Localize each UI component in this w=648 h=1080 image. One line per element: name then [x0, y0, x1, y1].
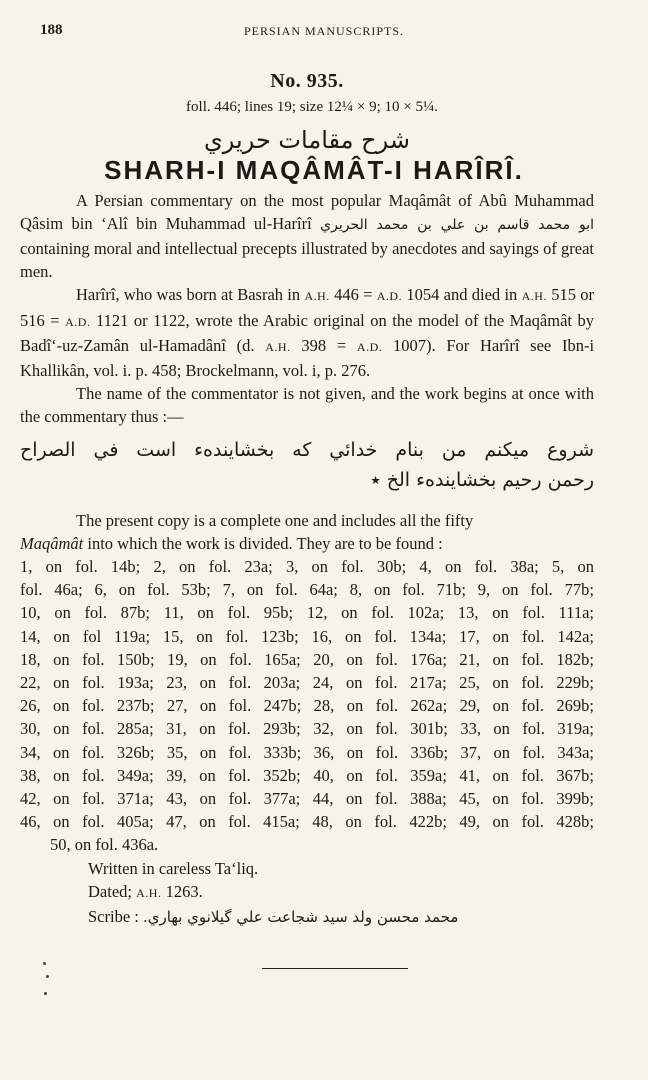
closing-rule [262, 968, 408, 969]
copy-text-1: The present copy is a complete one and includes all the fifty [76, 510, 474, 530]
era-ad: A.D. [65, 314, 91, 329]
folio-line: 10, on fol. 87b; 11, on fol. 95b; 12, on fol. 102a; 13, on fol. 111a; [20, 603, 594, 623]
folio-list [20, 555, 594, 833]
scribe-label: Scribe : [88, 907, 139, 927]
folio-line: 14, on fol 119a; 15, on fol. 123b; 16, on fol. 134a; 17, on fol. 142a; [20, 626, 594, 646]
catalogue-entry [20, 70, 594, 929]
era-ah: A.H. [265, 339, 291, 354]
page-number: 188 [40, 22, 63, 38]
persian-incipit-line-1: شروع ميكنم من بنام خدائي كه بخشايندهء است في الصراح [20, 438, 594, 461]
intro-text-1: A Persian commentary on the most popular Maqâmât of Abû Muhammad Qâsim bin ‘Alî bin Muhammad ul-Harîrî [20, 190, 594, 233]
hariri-text: 398 = [301, 335, 347, 355]
paper-speck [44, 992, 47, 995]
era-ad: A.D. [376, 289, 403, 304]
persian-incipit-line-2: رحمن رحيم بخشايندهء الخ ٭ [370, 468, 594, 491]
folio-line: 1, on fol. 14b; 2, on fol. 23a; 3, on fol. 30b; 4, on fol. 38a; 5, on [20, 557, 594, 577]
folio-line: fol. 46a; 6, on fol. 53b; 7, on fol. 64a; 8, on fol. 71b; 9, on fol. 77b; [20, 580, 594, 600]
dated-note [20, 880, 594, 905]
dated-era: A.H. [136, 885, 162, 900]
hariri-text: Harîrî, who was born at Basrah in [76, 285, 301, 305]
folio-line: 22, on fol. 193a; 23, on fol. 203a; 24, on fol. 217a; 25, on fol. 229b; [20, 673, 594, 693]
manuscript-number: No. 935. [270, 70, 344, 92]
intro-paragraph [20, 189, 594, 284]
folio-line: 42, on fol. 371a; 43, on fol. 377a; 44, on fol. 388a; 45, on fol. 399b; [20, 789, 594, 809]
work-title: SHARH-I MAQÂMÂT-I HARÎRÎ. [104, 155, 524, 186]
copy-text-2: into which the work is divided. They are to be found : [87, 533, 443, 553]
running-head-title: PERSIAN MANUSCRIPTS. [243, 24, 405, 38]
dated-label: Dated; [88, 881, 132, 901]
scribe-note [20, 905, 594, 929]
paper-speck [43, 962, 46, 965]
folio-line: 26, on fol. 237b; 27, on fol. 247b; 28, on fol. 262a; 29, on fol. 269b; [20, 696, 594, 716]
hariri-text: 1121 or 1122, wrote the Arabic original on the model of the Maqâmât by Badî‘-uz-Zamân ul-Hamadânî (d. [20, 310, 595, 355]
folio-line: 18, on fol. 150b; 19, on fol. 165a; 20, on fol. 176a; 21, on fol. 182b; [20, 649, 594, 669]
dated-year: 1263. [165, 881, 203, 901]
folio-line: 34, on fol. 326b; 35, on fol. 333b; 36, on fol. 336b; 37, on fol. 343a; [20, 742, 594, 762]
copy-paragraph [20, 509, 594, 532]
folio-last: 50, on fol. 436a. [50, 835, 159, 855]
paper-speck [46, 975, 49, 978]
folio-line: 30, on fol. 285a; 31, on fol. 293b; 32, on fol. 301b; 33, on fol. 319a; [20, 719, 594, 739]
commentator-paragraph: The name of the commentator is not given, and the work begins at once with the commentary thus :— [20, 384, 594, 427]
folio-line: 46, on fol. 405a; 47, on fol. 415a; 48, on fol. 422b; 49, on fol. 428b; [20, 812, 594, 832]
hariri-text: 1054 and died in [406, 285, 518, 305]
scribe-arabic: محمد محسن ولد سيد شجاعت علي گيلانوي بهاري. [143, 908, 459, 927]
written-note: Written in careless Ta‘liq. [88, 858, 259, 878]
era-ah: A.H. [521, 289, 547, 304]
hariri-paragraph [20, 283, 594, 382]
intro-arabic-name: ابو محمد قاسم بن علي بن محمد الحريري [320, 216, 594, 233]
hariri-text: 1007). For Harîrî see Ibn-i Khallikân, vol. i. p. 458; Brockelmann, vol. i, p. 276. [20, 335, 595, 381]
running-head [20, 22, 628, 44]
hariri-text: 446 = [334, 285, 373, 305]
manuscript-meta: foll. 446; lines 19; size 12¼ × 9; 10 × 5¼. [186, 99, 438, 116]
era-ad: A.D. [356, 339, 383, 354]
arabic-title: شرح مقامات حريري [204, 126, 410, 155]
hariri-text: 515 or 516 = [20, 285, 595, 330]
era-ah: A.H. [304, 289, 330, 304]
folio-line: 38, on fol. 349a; 39, on fol. 352b; 40, on fol. 359a; 41, on fol. 367b; [20, 765, 594, 785]
copy-paragraph-cont [20, 532, 594, 555]
maqamat-italic: Maqâmât [20, 533, 84, 553]
intro-text-2: containing moral and intellectual precepts illustrated by anecdotes and sayings of great men. [20, 239, 594, 282]
